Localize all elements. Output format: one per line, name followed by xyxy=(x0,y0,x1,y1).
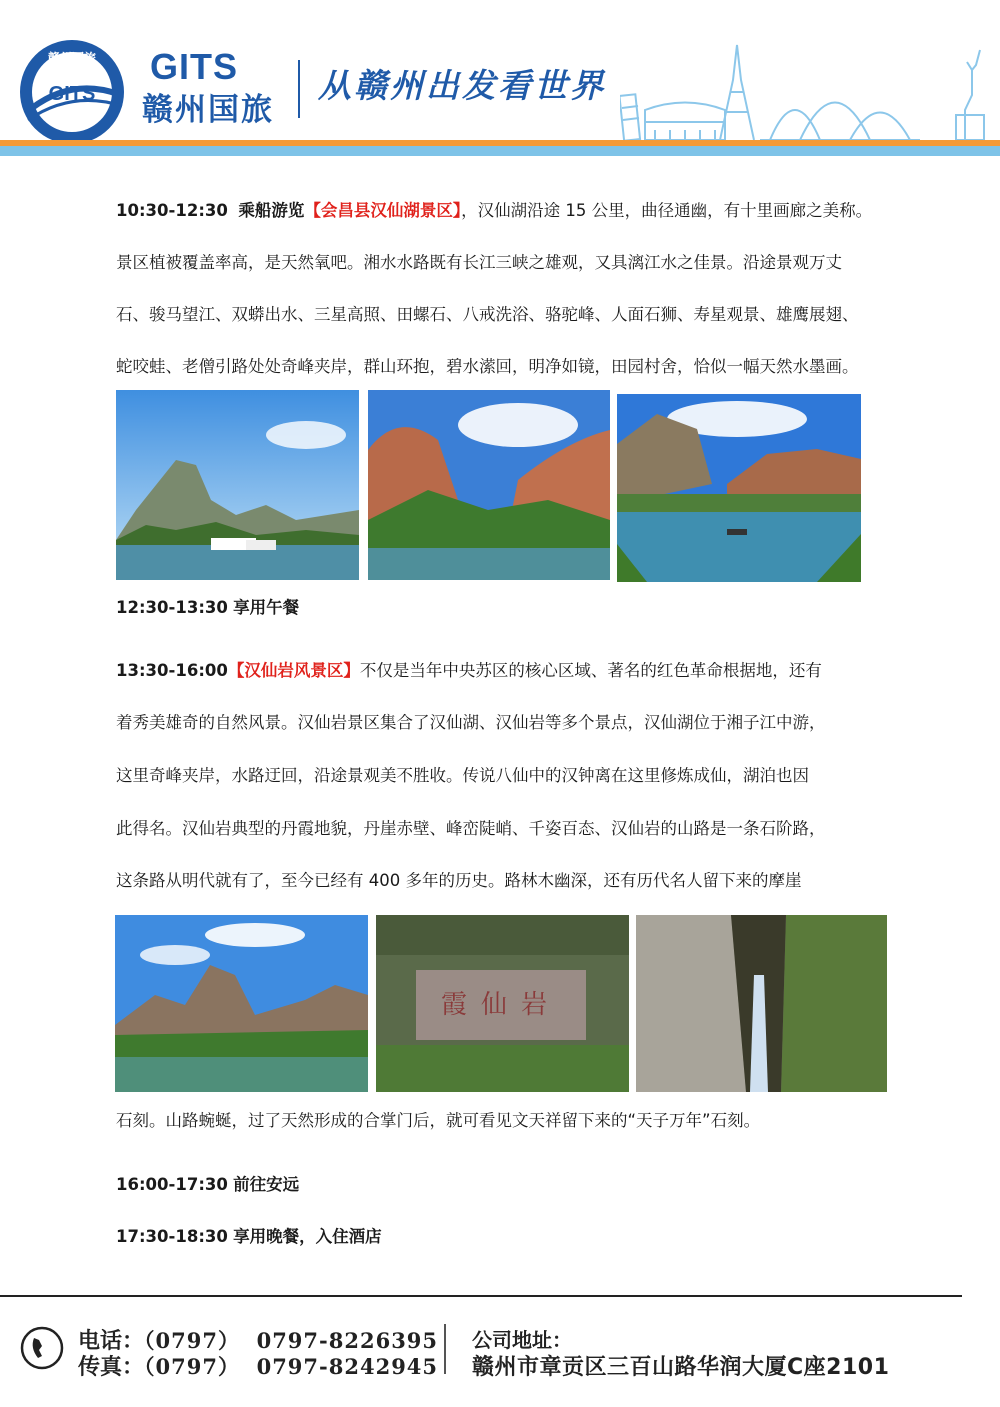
footer-fax xyxy=(78,1350,438,1381)
section-3-line-5: 这条路从明代就有了，至今已经有 400 多年的历史。路林木幽深，还有历代名人留下来的摩崖 xyxy=(116,871,802,890)
section-2-action: 享用午餐 xyxy=(233,598,300,617)
section-1-highlight: 【会昌县汉仙湖景区】 xyxy=(304,201,462,220)
address-value: 赣州市章贡区三百山路华润大厦C座2101 xyxy=(472,1355,890,1380)
section-3-line-2: 着秀美雄奇的自然风景。汉仙岩景区集合了汉仙湖、汉仙岩等多个景点，汉仙湖位于湘子江中游， xyxy=(116,713,826,732)
section-4-line xyxy=(116,1174,299,1196)
logo-ring-text: 赣州国旅 xyxy=(47,51,97,65)
section-4-time: 16:00-17:30 xyxy=(116,1175,228,1194)
phone-icon xyxy=(20,1326,64,1370)
logo-inner-text: GITS xyxy=(48,83,96,105)
section-2-line xyxy=(116,597,299,619)
section-2-time: 12:30-13:30 xyxy=(116,598,228,617)
brand-name-cn: 赣州国旅 xyxy=(142,92,274,128)
section-1-text: ，汉仙湖沿途 15 公里，曲径通幽，有十里画廊之美称。 xyxy=(461,201,873,220)
photo-palm-gate xyxy=(636,915,887,1092)
tel-label: 电话： xyxy=(78,1328,145,1354)
section-5-line xyxy=(116,1226,382,1248)
photo-lake-boat xyxy=(617,394,861,582)
tel-value: （0797） 0797-8226395 xyxy=(144,1328,439,1353)
photo-danxia-cliffs xyxy=(368,390,610,580)
footer-rule xyxy=(0,1295,962,1297)
header-divider xyxy=(298,60,300,118)
brand-name-en: GITS xyxy=(150,46,239,87)
section-1-line-3: 石、骏马望江、双蟒出水、三星高照、田螺石、八戒洗浴、骆驼峰、人面石狮、寿星观景、雄鹰展翅、 xyxy=(116,305,859,324)
address-label: 公司地址： xyxy=(472,1328,572,1352)
slogan: 从赣州出发看世界 xyxy=(318,66,606,105)
photo-rock-inscription xyxy=(376,915,629,1092)
world-landmarks-skyline-icon xyxy=(620,40,1000,145)
section-3-continuation: 石刻。山路蜿蜒，过了天然形成的合掌门后，就可看见文天祥留下来的“天子万年”石刻。 xyxy=(116,1111,761,1130)
fax-label: 传真： xyxy=(78,1354,145,1380)
section-3-highlight: 【汉仙岩风景区】 xyxy=(227,661,360,680)
section-5-action: 享用晚餐，入住酒店 xyxy=(233,1227,382,1246)
rock-inscription-text: 霞仙岩 xyxy=(440,990,562,1020)
section-1-action: 乘船游览 xyxy=(238,201,305,220)
gits-logo-icon xyxy=(18,38,126,146)
header-bar-blue xyxy=(0,146,1000,156)
photo-hanxian-peaks xyxy=(115,915,368,1092)
fax-value: （0797） 0797-8242945 xyxy=(144,1354,439,1379)
section-3-text: 不仅是当年中央苏区的核心区域、著名的红色革命根据地，还有 xyxy=(359,661,822,680)
section-5-time: 17:30-18:30 xyxy=(116,1227,228,1246)
section-1-line-1 xyxy=(116,200,872,222)
section-1-line-2: 景区植被覆盖率高，是天然氧吧。湘水水路既有长江三峡之雄观，又具漓江水之佳景。沿途景观万丈 xyxy=(116,253,842,272)
section-3-line-3: 这里奇峰夹岸，水路迂回，沿途景观美不胜收。传说八仙中的汉钟离在这里修炼成仙，湖泊也因 xyxy=(116,766,809,785)
section-3-line-4: 此得名。汉仙岩典型的丹霞地貌，丹崖赤壁、峰峦陡峭、千姿百态、汉仙岩的山路是一条石阶路， xyxy=(116,819,826,838)
footer-divider xyxy=(444,1324,446,1374)
photo-lake-cruise xyxy=(116,390,359,580)
section-1-time: 10:30-12:30 xyxy=(116,201,228,220)
section-3-line-1 xyxy=(116,660,822,682)
section-1-line-4: 蛇咬蛙、老僧引路处处奇峰夹岸，群山环抱，碧水潆回，明净如镜，田园村舍，恰似一幅天然水墨画。 xyxy=(116,357,859,376)
page-header xyxy=(0,0,1000,160)
section-3-time: 13:30-16:00 xyxy=(116,661,228,680)
section-4-action: 前往安远 xyxy=(233,1175,300,1194)
